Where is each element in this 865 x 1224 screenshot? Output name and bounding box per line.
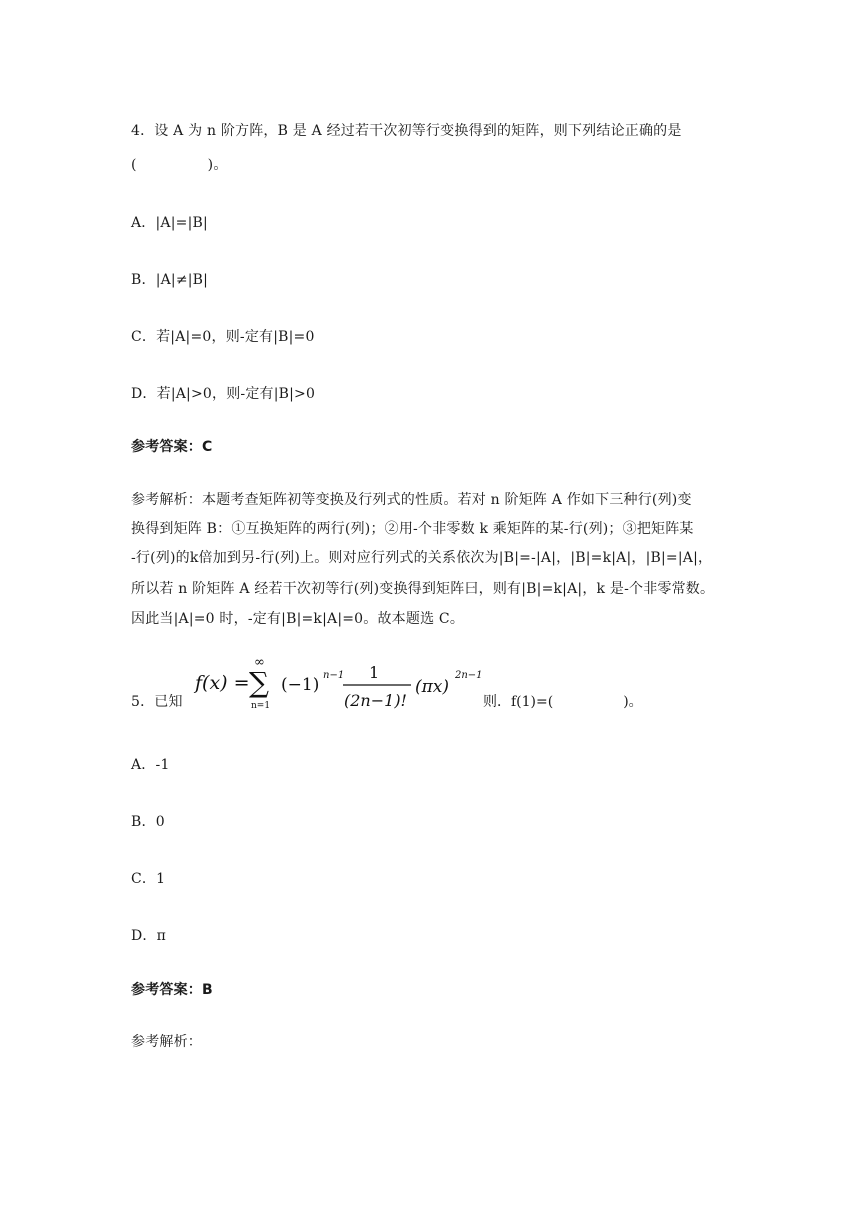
- formula-power-exp: 2n−1: [455, 670, 483, 681]
- q4-stem-line1: 4．设 A 为 n 阶方阵，B 是 A 经过若干次初等行变换得到的矩阵，则下列结论正确的是: [131, 123, 682, 139]
- q4-analysis-line1: 参考解析：本题考查矩阵初等变换及行列式的性质。若对 n 阶矩阵 A 作如下三种行(列)变: [131, 492, 692, 508]
- formula-sum-lower: n=1: [251, 701, 271, 711]
- q5-answer: 参考答案：B: [131, 982, 213, 998]
- q4-option-b: B．|A|≠|B|: [131, 272, 209, 288]
- q4-option-c: C．若|A|=0，则-定有|B|=0: [131, 329, 315, 345]
- q5-stem-prefix: 5．已知: [131, 694, 183, 710]
- formula-power-base: (πx): [415, 677, 450, 697]
- q5-option-a: A．-1: [131, 757, 170, 773]
- formula-factor-exp: n−1: [323, 670, 345, 681]
- formula-sum-upper: ∞: [254, 655, 265, 670]
- formula-denominator: (2n−1)!: [344, 691, 407, 710]
- q4-option-d: D．若|A|>0，则-定有|B|>0: [131, 386, 316, 402]
- q4-analysis-line5: 因此当|A|=0 时，-定有|B|=k|A|=0。故本题选 C。: [131, 611, 465, 627]
- q4-analysis-line3: -行(列)的k倍加到另-行(列)上。则对应行列式的关系依次为|B|=-|A|，|B|=k|A|，|B|=|A|，: [131, 550, 713, 566]
- q4-option-a: A．|A|=|B|: [131, 215, 208, 231]
- q4-stem-line2: ( )。: [131, 157, 228, 173]
- q5-analysis-label: 参考解析：: [131, 1034, 202, 1050]
- q5-stem-suffix: 则．f(1)=( )。: [483, 694, 643, 710]
- formula-factor: (−1): [281, 675, 320, 695]
- formula-sum-symbol: ∑: [249, 666, 269, 699]
- q4-answer: 参考答案：C: [131, 439, 213, 455]
- q5-option-b: B．0: [131, 814, 165, 830]
- q5-option-c: C．1: [131, 871, 166, 887]
- series-formula-image: [193, 652, 493, 722]
- q4-analysis-line2: 换得到矩阵 B：①互换矩阵的两行(列)；②用-个非零数 k 乘矩阵的某-行(列)；③把矩阵某: [131, 521, 694, 537]
- q5-option-d: D．π: [131, 928, 167, 944]
- formula-lhs: f(x) =: [195, 672, 250, 694]
- q4-analysis-line4: 所以若 n 阶矩阵 A 经若干次初等行(列)变换得到矩阵曰，则有|B|=k|A|，k 是-个非零常数。: [131, 581, 715, 597]
- formula-numerator: 1: [369, 663, 380, 682]
